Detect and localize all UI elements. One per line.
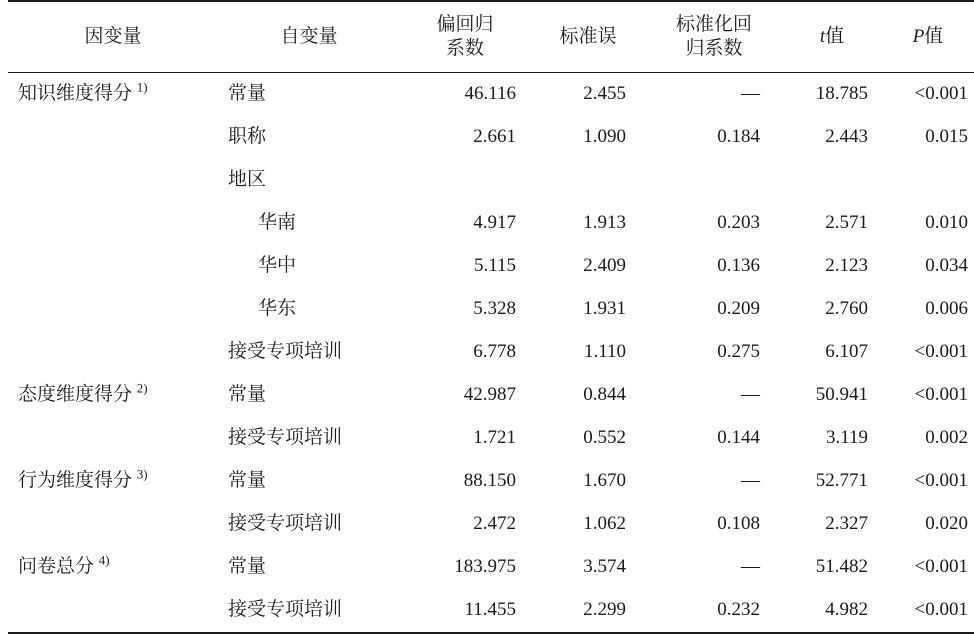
cell-independent-variable (218, 460, 400, 503)
cell-t-value: 6.107 (825, 341, 868, 363)
column-header-independent-variable: 自变量 (218, 1, 400, 73)
independent-variable-label: 接受专项培训 (228, 513, 343, 535)
cell-t-value: 3.119 (825, 427, 868, 449)
coefficient-header-line1: 偏回归 (436, 14, 494, 36)
cell-dependent-variable (8, 374, 218, 417)
cell-standardized-coefficient: 0.184 (717, 126, 760, 148)
cell-dependent-variable (8, 503, 218, 546)
cell-partial-regression-coefficient: 46.116 (400, 73, 530, 117)
cell-standardized-coefficient: — (741, 470, 760, 492)
t-suffix: 值 (825, 26, 845, 48)
cell-independent-variable (218, 73, 400, 117)
coefficient-header-line2: 系数 (445, 38, 484, 59)
cell-dependent-variable (8, 546, 218, 589)
cell-t-value: 2.571 (825, 212, 868, 234)
table-row (8, 546, 974, 589)
column-header-t-value (782, 1, 882, 73)
cell-standard-error: 1.090 (583, 126, 626, 148)
cell-standard-error: 0.844 (583, 384, 626, 406)
cell-p-value: 0.006 (925, 298, 968, 320)
cell-standardized-coefficient: — (741, 384, 760, 406)
cell-p-value: <0.001 (914, 384, 968, 406)
table-row (8, 288, 974, 331)
cell-standardized-coefficient: 0.209 (717, 298, 760, 320)
cell-p-value: 0.034 (925, 255, 968, 277)
cell-t-value: 2.123 (825, 255, 868, 277)
cell-t-value: 50.941 (815, 384, 868, 406)
cell-partial-regression-coefficient: 88.150 (463, 470, 516, 492)
cell-standard-error: 2.299 (530, 589, 646, 633)
regression-results-table (8, 0, 974, 634)
independent-variable-label: 华中 (258, 255, 297, 277)
cell-p-value: 0.015 (925, 126, 968, 148)
cell-partial-regression-coefficient: 1.721 (473, 427, 516, 449)
independent-variable-label: 常量 (228, 384, 267, 406)
cell-dependent-variable (8, 460, 218, 503)
table-row (8, 589, 974, 633)
cell-dependent-variable (8, 417, 218, 460)
cell-t-value: 4.982 (782, 589, 882, 633)
cell-p-value: 0.010 (925, 212, 968, 234)
dependent-variable-label: 态度维度得分 (18, 384, 133, 406)
cell-independent-variable (218, 331, 400, 374)
cell-dependent-variable (8, 288, 218, 331)
t-symbol: t (819, 26, 826, 48)
cell-p-value: <0.001 (914, 470, 968, 492)
cell-independent-variable (218, 288, 400, 331)
cell-standardized-coefficient (646, 159, 782, 202)
cell-dependent-variable (8, 589, 218, 633)
column-header-p-value (882, 1, 974, 73)
cell-partial-regression-coefficient: 6.778 (473, 341, 516, 363)
cell-partial-regression-coefficient: 11.455 (400, 589, 530, 633)
cell-p-value: <0.001 (914, 556, 968, 578)
cell-partial-regression-coefficient: 5.115 (473, 255, 516, 277)
cell-p-value: 0.020 (925, 513, 968, 535)
dependent-variable-footnote-marker: 1) (136, 79, 148, 95)
table-row (8, 331, 974, 374)
std-coefficient-header-line2: 归系数 (685, 38, 743, 59)
cell-t-value: 51.482 (815, 556, 868, 578)
dependent-variable-footnote-marker: 3) (136, 466, 148, 482)
cell-t-value: 18.785 (782, 73, 882, 117)
cell-t-value: 52.771 (815, 470, 868, 492)
cell-standard-error: 1.110 (583, 341, 626, 363)
cell-standard-error: 1.913 (583, 212, 626, 234)
cell-standard-error (530, 159, 646, 202)
cell-p-value: 0.002 (925, 427, 968, 449)
column-header-standard-error: 标准误 (530, 1, 646, 73)
cell-independent-variable (218, 503, 400, 546)
cell-independent-variable (218, 245, 400, 288)
cell-p-value: <0.001 (914, 341, 968, 363)
cell-p-value: <0.001 (882, 589, 974, 633)
cell-standardized-coefficient: 0.136 (717, 255, 760, 277)
independent-variable-label: 常量 (228, 83, 267, 105)
cell-standardized-coefficient: 0.108 (717, 513, 760, 535)
independent-variable-label: 接受专项培训 (228, 341, 343, 363)
table-row (8, 503, 974, 546)
independent-variable-label: 常量 (228, 470, 267, 492)
cell-partial-regression-coefficient (400, 159, 530, 202)
dependent-variable-footnote-marker: 4) (98, 552, 110, 568)
cell-t-value: 2.327 (825, 513, 868, 535)
cell-independent-variable (218, 116, 400, 159)
table-row (8, 460, 974, 503)
cell-partial-regression-coefficient: 5.328 (473, 298, 516, 320)
independent-variable-label: 地区 (228, 169, 267, 191)
cell-standard-error: 2.455 (530, 73, 646, 117)
cell-t-value: 2.760 (825, 298, 868, 320)
cell-partial-regression-coefficient: 183.975 (454, 556, 516, 578)
p-suffix: 值 (924, 26, 944, 48)
dependent-variable-footnote-marker: 2) (136, 380, 148, 396)
table-body (8, 73, 974, 634)
cell-standard-error: 1.670 (583, 470, 626, 492)
cell-partial-regression-coefficient: 4.917 (473, 212, 516, 234)
table-row (8, 159, 974, 202)
table-row (8, 374, 974, 417)
cell-standard-error: 1.062 (583, 513, 626, 535)
cell-independent-variable (218, 202, 400, 245)
cell-partial-regression-coefficient: 2.661 (473, 126, 516, 148)
cell-t-value (782, 159, 882, 202)
independent-variable-label: 接受专项培训 (228, 599, 343, 621)
table-header (8, 1, 974, 73)
cell-independent-variable (218, 159, 400, 202)
cell-dependent-variable (8, 331, 218, 374)
column-header-standardized-coefficient (646, 1, 782, 73)
table-row (8, 73, 974, 117)
independent-variable-label: 常量 (228, 556, 267, 578)
cell-standardized-coefficient: 0.203 (717, 212, 760, 234)
cell-standardized-coefficient: — (646, 73, 782, 117)
cell-independent-variable (218, 546, 400, 589)
p-symbol: P (912, 26, 925, 48)
table-row (8, 202, 974, 245)
cell-standard-error: 0.552 (583, 427, 626, 449)
cell-standardized-coefficient: 0.275 (717, 341, 760, 363)
cell-p-value: <0.001 (882, 73, 974, 117)
dependent-variable-label: 行为维度得分 (18, 470, 133, 492)
table-header-row (8, 1, 974, 73)
independent-variable-label: 职称 (228, 126, 267, 148)
cell-partial-regression-coefficient: 42.987 (463, 384, 516, 406)
table-row (8, 417, 974, 460)
cell-standardized-coefficient: 0.144 (717, 427, 760, 449)
dependent-variable-label: 问卷总分 (18, 556, 95, 578)
independent-variable-label: 接受专项培训 (228, 427, 343, 449)
independent-variable-label: 华东 (258, 298, 297, 320)
table-row (8, 116, 974, 159)
cell-p-value (882, 159, 974, 202)
cell-standard-error: 1.931 (583, 298, 626, 320)
cell-standard-error: 2.409 (583, 255, 626, 277)
cell-dependent-variable (8, 202, 218, 245)
table-row (8, 245, 974, 288)
std-coefficient-header-line1: 标准化回 (675, 14, 752, 36)
cell-standardized-coefficient: 0.232 (646, 589, 782, 633)
column-header-dependent-variable: 因变量 (8, 1, 218, 73)
cell-standard-error: 3.574 (583, 556, 626, 578)
cell-standardized-coefficient: — (741, 556, 760, 578)
cell-dependent-variable (8, 159, 218, 202)
cell-t-value: 2.443 (825, 126, 868, 148)
cell-partial-regression-coefficient: 2.472 (473, 513, 516, 535)
column-header-partial-regression-coefficient (400, 1, 530, 73)
independent-variable-label: 华南 (258, 212, 297, 234)
cell-dependent-variable (8, 245, 218, 288)
cell-dependent-variable (8, 116, 218, 159)
dependent-variable-label: 知识维度得分 (18, 83, 133, 105)
cell-dependent-variable (8, 73, 218, 117)
cell-independent-variable (218, 417, 400, 460)
cell-independent-variable (218, 589, 400, 633)
cell-independent-variable (218, 374, 400, 417)
